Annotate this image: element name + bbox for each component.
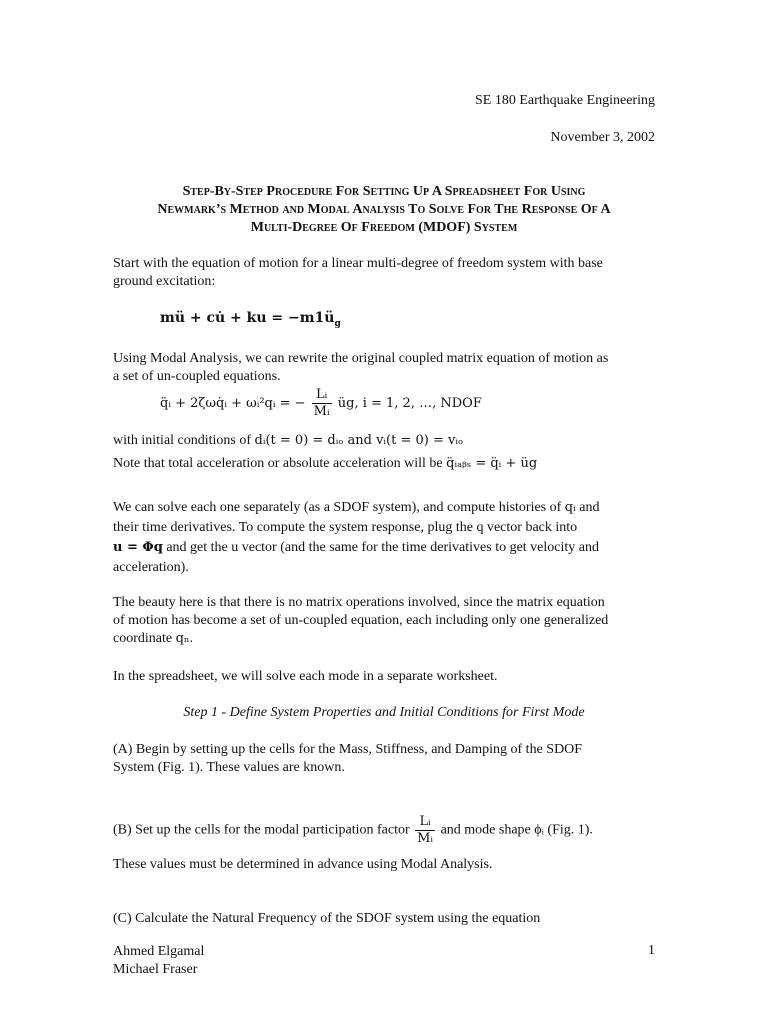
course-header: SE 180 Earthquake Engineering [474,93,655,108]
title-line-3: Multi-Degree Of Freedom (MDOF) System [250,220,518,235]
step-b-line-1 [113,814,593,847]
modal-eq-fraction [312,387,332,420]
participation-numerator: Lᵢ [415,814,435,831]
intro-line-2: ground excitation: [113,274,216,289]
beauty-line-3: coordinate qₙ. [113,631,194,646]
title-line-2: Newmark’s Method and Modal Analysis To Solve For The Response Of A [157,202,611,217]
title-line-1: Step-By-Step Procedure For Setting Up A Spreadsheet For Using [182,184,586,199]
solve-line-4: acceleration). [113,560,189,575]
step-b-suffix: and mode shape ϕᵢ (Fig. 1). [440,822,593,838]
modal-eq-left: q̈ᵢ + 2ζωq̇ᵢ + ωᵢ²qᵢ = − [160,396,306,411]
beauty-line-2: of motion has become a set of un-coupled equation, each including only one generalized [113,613,609,628]
equation-of-motion [160,310,341,329]
solve-line-3: u = Φq and get the u vector (and the same for the time derivatives to get velocity and [113,540,599,555]
ic-prefix: with initial conditions of [113,433,255,448]
ic-equation: dᵢ(t = 0) = dᵢₒ and vᵢ(t = 0) = vᵢₒ [254,433,463,448]
eom-text: mü + cu̇ + ku = −m1ü [160,310,335,326]
author-1: Ahmed Elgamal [113,944,205,959]
author-2: Michael Fraser [113,962,198,977]
participation-denominator: Mᵢ [417,831,434,846]
modal-eq-denominator: Mᵢ [313,404,330,419]
modal-line-2: a set of un-coupled equations. [113,369,281,384]
step-a-line-1: (A) Begin by setting up the cells for the Mass, Stiffness, and Damping of the SDOF [113,742,583,757]
intro-paragraph [113,255,603,291]
note-equation: q̈ᵢₐᵦₛ = q̈ᵢ + üg [446,456,538,471]
step-b-prefix: (B) Set up the cells for the modal participation factor [113,822,414,838]
solve-line-1: We can solve each one separately (as a SDOF system), and compute histories of qᵢ and [113,500,600,515]
step-1-heading: Step 1 - Define System Properties and Initial Conditions for First Mode [183,705,585,720]
date-header: November 3, 2002 [550,130,655,145]
solve-paragraph [113,498,599,578]
participation-factor-fraction [415,814,435,847]
step-b-line-2: These values must be determined in advance using Modal Analysis. [113,857,493,872]
step-a-line-2: System (Fig. 1). These values are known. [113,760,345,775]
note-line [113,456,537,472]
initial-conditions-line [113,433,463,449]
solve-line-2: their time derivatives. To compute the system response, plug the q vector back into [113,520,578,535]
beauty-line-1: The beauty here is that there is no matrix operations involved, since the matrix equation [113,595,605,610]
note-prefix: Note that total acceleration or absolute acceleration will be [113,456,447,471]
intro-line-1: Start with the equation of motion for a linear multi-degree of freedom system with base [113,256,603,271]
modal-eq-right: üg, i = 1, 2, …, NDOF [337,396,482,411]
modal-eq-numerator: Lᵢ [312,387,332,404]
beauty-paragraph [113,594,608,648]
document-title [113,183,655,237]
page-number: 1 [648,943,655,958]
footer-authors [113,943,204,979]
modal-equation [160,387,482,420]
eom-subscript: g [334,318,341,329]
step-c-line-1: (C) Calculate the Natural Frequency of the SDOF system using the equation [113,911,541,926]
spreadsheet-line: In the spreadsheet, we will solve each mode in a separate worksheet. [113,669,498,684]
modal-paragraph [113,350,608,386]
step-a-paragraph [113,741,582,777]
modal-line-1: Using Modal Analysis, we can rewrite the original coupled matrix equation of motion as [113,351,609,366]
